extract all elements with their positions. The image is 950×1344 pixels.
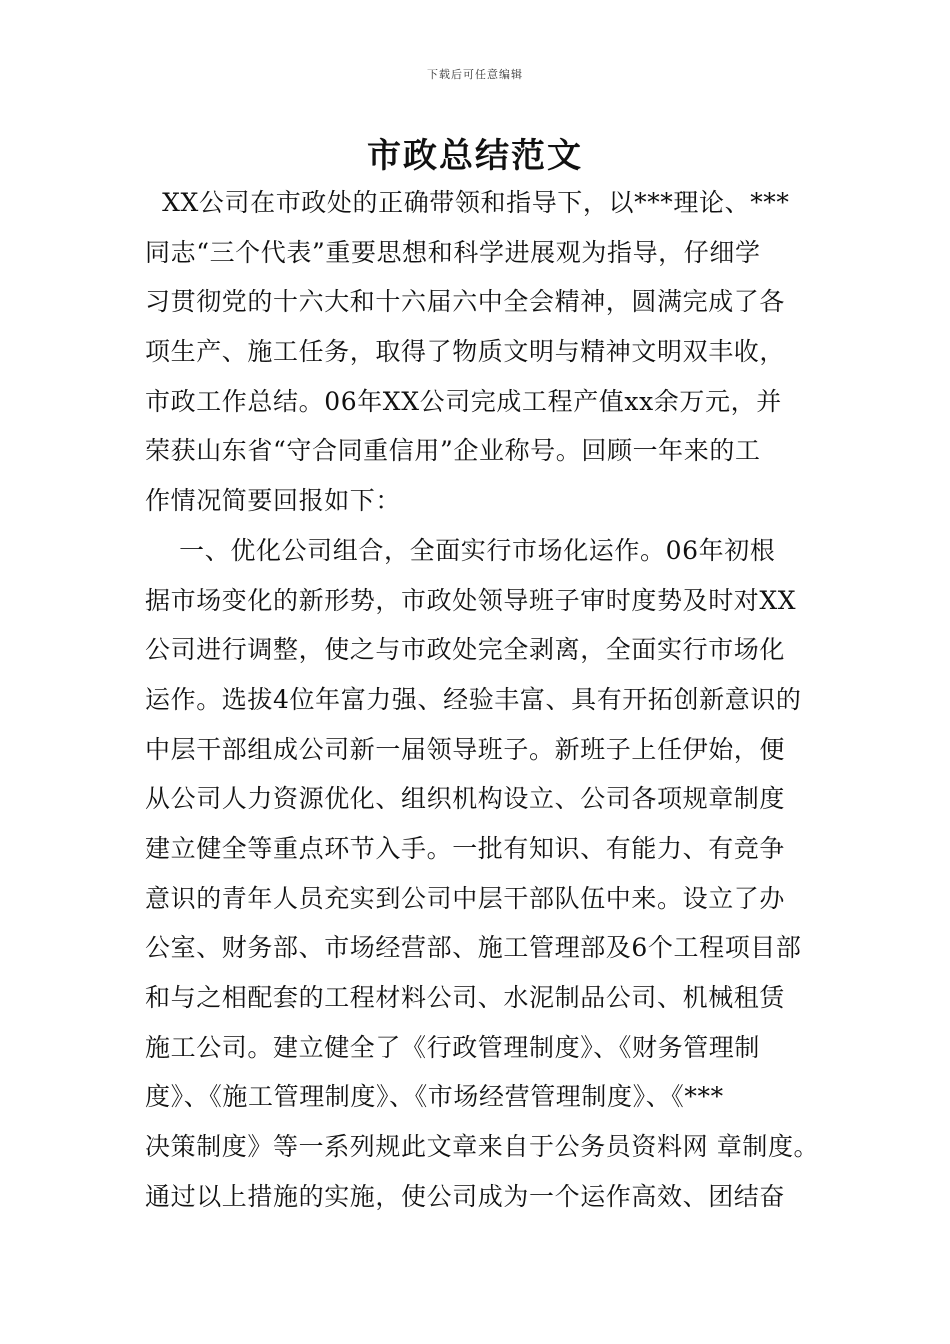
body-line: 同志“三个代表”重要思想和科学进展观为指导，仔细学 xyxy=(145,237,761,267)
header-note: 下载后可任意编辑 xyxy=(427,68,523,81)
body-line: 市政工作总结。06年XX公司完成工程产值xx余万元，并 xyxy=(145,386,782,416)
body-line: 运作。选拔4位年富力强、经验丰富、具有开拓创新意识的 xyxy=(145,684,802,714)
body-line: 从公司人力资源优化、组织机构设立、公司各项规章制度 xyxy=(145,784,786,814)
body-line: 荣获山东省“守合同重信用”企业称号。回顾一年来的工 xyxy=(145,436,761,466)
document-body xyxy=(145,178,820,1221)
body-line: XX公司在市政处的正确带领和指导下，以***理论、*** xyxy=(145,188,790,217)
body-line: 项生产、施工任务，取得了物质文明与精神文明双丰收， xyxy=(145,337,786,367)
body-line: 中层干部组成公司新一届领导班子。新班子上任伊始，便 xyxy=(145,734,786,764)
body-line: 意识的青年人员充实到公司中层干部队伍中来。设立了办 xyxy=(145,883,786,913)
body-line: 一、优化公司组合，全面实行市场化运作。06年初根 xyxy=(145,535,776,565)
body-line: 建立健全等重点环节入手。一批有知识、有能力、有竞争 xyxy=(145,833,786,863)
body-line: 决策制度》等一系列规此文章来自于公务员资料网 章制度。 xyxy=(145,1132,820,1162)
body-line: 度》、《施工管理制度》、《市场经营管理制度》、《*** xyxy=(145,1082,724,1112)
document-title: 市政总结范文 xyxy=(367,136,583,176)
body-line: 施工公司。建立健全了《行政管理制度》、《财务管理制 xyxy=(145,1032,761,1062)
body-line: 公司进行调整，使之与市政处完全剥离，全面实行市场化 xyxy=(145,635,786,665)
body-line: 作情况简要回报如下： xyxy=(145,486,402,516)
body-line: 据市场变化的新形势，市政处领导班子审时度势及时对XX xyxy=(145,585,797,615)
body-line: 通过以上措施的实施，使公司成为一个运作高效、团结奋 xyxy=(145,1181,786,1211)
body-line: 和与之相配套的工程材料公司、水泥制品公司、机械租赁 xyxy=(145,983,786,1012)
body-line: 公室、财务部、市场经营部、施工管理部及6个工程项目部 xyxy=(145,933,802,963)
body-line: 习贯彻党的十六大和十六届六中全会精神，圆满完成了各 xyxy=(145,287,786,317)
